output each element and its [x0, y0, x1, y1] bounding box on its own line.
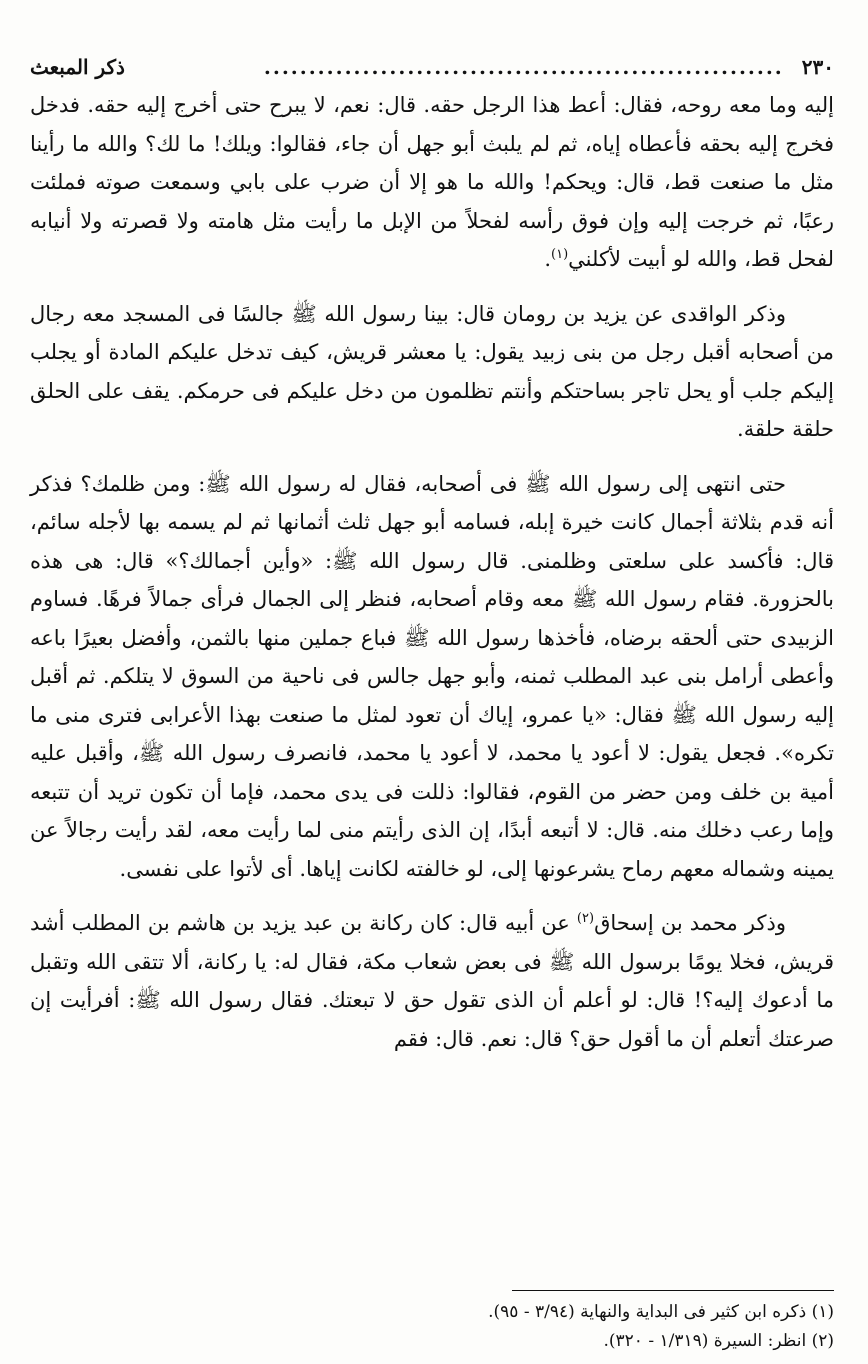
paragraph-1-end: .	[544, 247, 552, 271]
paragraph-1	[30, 86, 834, 279]
paragraph-4-lead: وذكر محمد بن إسحاق	[594, 911, 786, 935]
footnote-1: (١) ذكره ابن كثير فى البداية والنهاية (٣/٩٤ - ٩٥).	[488, 1302, 834, 1322]
paragraph-4-text: عن أبيه قال: كان ركانة بن عبد يزيد بن هاشم بن المطلب أشد قريش، فخلا يومًا برسول الله ﷺ فى بعض شعاب مكة، فقال له: يا ركانة، ألا تتقى الله وتقبل ما أدعوك إليه؟! قال: لو أعلم أن الذى تقول حق لا تبعتك. فقال رسول الله ﷺ: أفرأيت إن صرعتك أتعلم أن ما أقول حق؟ قال: نعم. قال: فقم	[30, 911, 834, 1051]
running-title: ذكر المبعث	[30, 55, 125, 79]
paragraph-4	[30, 904, 834, 1058]
footnote-marker-2: (٢)	[576, 911, 595, 926]
page-number: ٢٣٠	[801, 55, 834, 79]
footnote-marker-1: (١)	[551, 247, 569, 262]
footnote-separator	[512, 1290, 834, 1291]
header-dot-leader: ..........................................................	[263, 55, 784, 79]
paragraph-1-text: إليه وما معه روحه، فقال: أعط هذا الرجل حقه. قال: نعم، لا يبرح حتى أخرج إليه حقه. فدخل فخرج إليه بحقه فأعطاه إياه، ثم لم يلبث أبو جهل أن جاء، فقالوا: ويلك! ما لك؟ والله ما رأينا مثل ما صنعت قط، قال: ويحكم! والله ما هو إلا أن ضرب على بابي وسمعت صوته فملئت رعبًا، ثم خرجت إليه وإن فوق رأسه لفحلاً من الإبل ما رأيت مثل هامته ولا قصرته ولا أنيابه لفحل قط، والله لو أبيت لأكلني	[30, 93, 834, 271]
footnotes	[234, 1298, 834, 1356]
page-header	[30, 50, 834, 80]
paragraph-2: وذكر الواقدى عن يزيد بن رومان قال: بينا رسول الله ﷺ جالسًا فى المسجد معه رجال من أصحابه أقبل رجل من بنى زبيد يقول: يا معشر قريش، كيف تدخل عليكم المادة أو يجلب إليكم جلب أو يحل تاجر بساحتكم وأنتم تظلمون من دخل عليكم فى حرمكم. يقف على الحلق حلقة حلقة.	[30, 301, 834, 441]
paragraph-3: حتى انتهى إلى رسول الله ﷺ فى أصحابه، فقال له رسول الله ﷺ: ومن ظلمك؟ فذكر أنه قدم بثلاثة أجمال كانت خيرة إبله، فسامه أبو جهل ثلث أثمانها ثم لم يسمه بها لأجله سائم، قال: فأكسد على سلعتى وظلمنى. قال رسول الله ﷺ: «وأين أجمالك؟» قال: هى هذه بالحزورة. فقام رسول الله ﷺ معه وقام أصحابه، فنظر إلى الجمال فرأى جمالاً فرهًا. فساوم الزبيدى حتى ألحقه برضاه، فأخذها رسول الله ﷺ فباع جملين منها بالثمن، وأفضل بعيرًا باعه وأعطى أرامل بنى عبد المطلب ثمنه، وأبو جهل جالس فى ناحية من السوق لا يتلكم. ثم أقبل إليه رسول الله ﷺ فقال: «يا عمرو، إياك أن تعود لمثل ما صنعت بهذا الأعرابى فترى منى ما تكره». فجعل يقول: لا أعود يا محمد، لا أعود يا محمد، فانصرف رسول الله ﷺ، وأقبل عليه أمية بن خلف ومن حضر من القوم، فقالوا: ذللت فى يدى محمد، فإما أن تكون تريد أن تتبعه وإما رعب دخلك منه. قال: لا أتبعه أبدًا، إن الذى رأيتم منى لما رأيت معه، لقد رأيت رجالاً عن يمينه وشماله معهم رماح يشرعونها إلى، لو خالفته لكانت إياها. أى لأتوا على نفسى.	[30, 471, 834, 881]
footnote-2: (٢) انظر: السيرة (١/٣١٩ - ٣٢٠).	[603, 1331, 834, 1351]
